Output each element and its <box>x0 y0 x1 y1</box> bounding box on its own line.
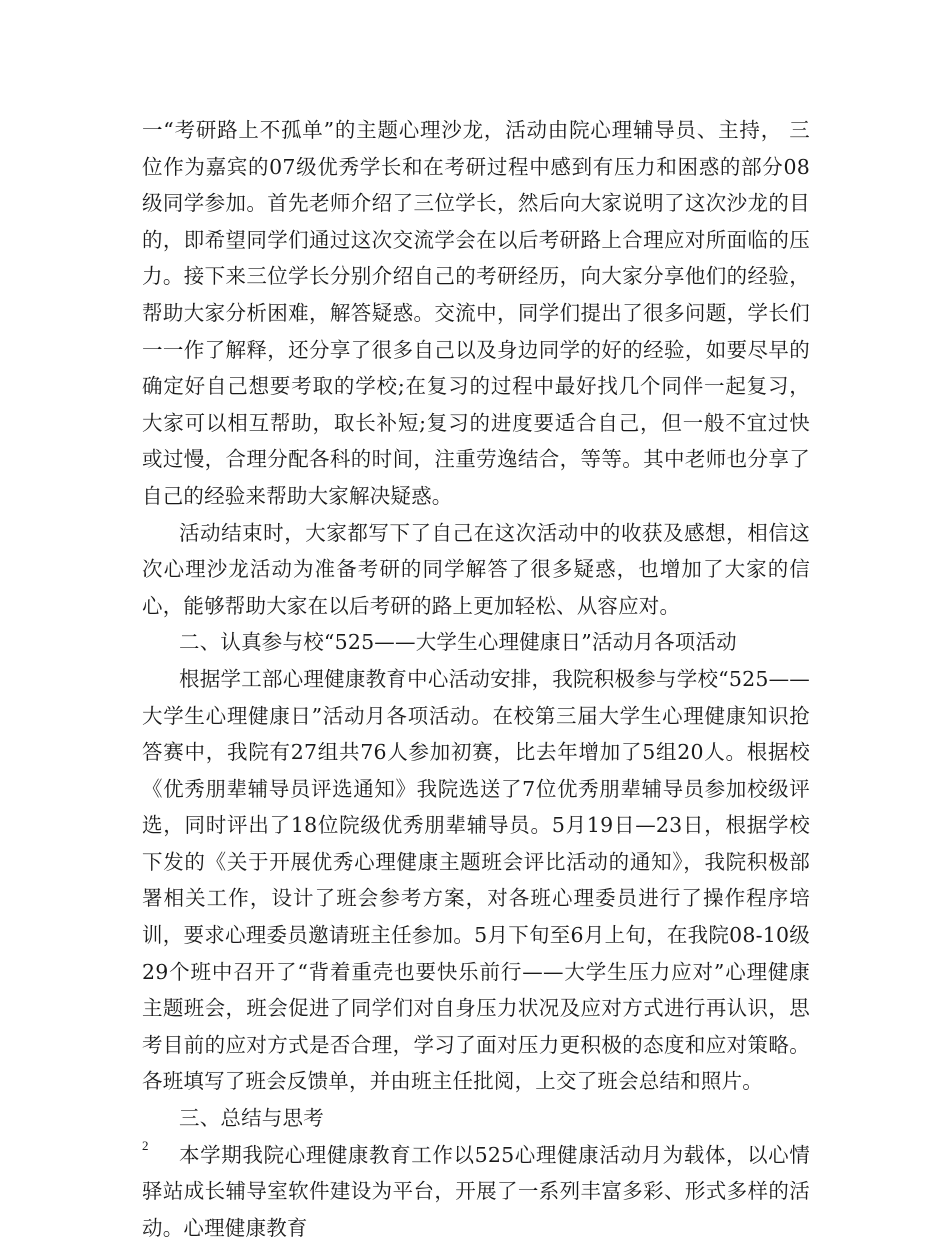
paragraph-summary-intro: 本学期我院心理健康教育工作以525心理健康活动月为载体，以心情驿站成长辅导室软件建设为平台，开展了一系列丰富多彩、形式多样的活动。心理健康教育 <box>142 1142 810 1240</box>
paragraph-salon-conclusion: 活动结束时，大家都写下了自己在这次活动中的收获及感想，相信这次心理沙龙活动为准备考研的同学解答了很多疑惑，也增加了大家的信心，能够帮助大家在以后考研的路上更加轻松、从容应对。 <box>142 520 810 618</box>
document-body <box>142 112 810 1246</box>
section-heading-three: 三、总结与思考 <box>179 1106 324 1131</box>
paragraph-salon-summary: 一“考研路上不孤单”的主题心理沙龙，活动由院心理辅导员、主持， 三位作为嘉宾的07级优秀学长和在考研过程中感到有压力和困惑的部分08级同学参加。首先老师介绍了三位学长，然后向大家说明了这次沙龙的目的，即希望同学们通过这次交流学会在以后考研路上合理应对所面临的压力。接下来三位学长分别介绍自己的考研经历，向大家分享他们的经验，帮助大家分析困难，解答疑惑。交流中，同学们提出了很多问题，学长们一一作了解释，还分享了很多自己以及身边同学的好的经验，如要尽早的确定好自己想要考取的学校;在复习的过程中最好找几个同伴一起复习，大家可以相互帮助，取长补短;复习的进度要适合自己，但一般不宜过快或过慢，合理分配各科的时间，注重劳逸结合，等等。其中老师也分享了自己的经验来帮助大家解决疑惑。 <box>142 118 810 508</box>
paragraph-activity-month: 根据学工部心理健康教育中心活动安排，我院积极参与学校“525——大学生心理健康日”活动月各项活动。在校第三届大学生心理健康知识抢答赛中，我院有27组共76人参加初赛，比去年增加了5组20人。根据校《优秀朋辈辅导员评选通知》我院选送了7位优秀朋辈辅导员参加校级评选，同时评出了18位院级优秀朋辈辅导员。5月19日—23日，根据学校下发的《关于开展优秀心理健康主题班会评比活动的通知》，我院积极部署相关工作，设计了班会参考方案，对各班心理委员进行了操作程序培训，要求心理委员邀请班主任参加。5月下旬至6月上旬，在我院08-10级29个班中召开了“背着重壳也要快乐前行——大学生压力应对”心理健康主题班会，班会促进了同学们对自身压力状况及应对方式进行再认识，思考目前的应对方式是否合理，学习了面对压力更积极的态度和应对策略。各班填写了班会反馈单，并由班主任批阅，上交了班会总结和照片。 <box>142 666 810 1094</box>
page-number: 2 <box>142 1138 149 1153</box>
section-heading-two: 二、认真参与校“525——大学生心理健康日”活动月各项活动 <box>179 630 737 655</box>
